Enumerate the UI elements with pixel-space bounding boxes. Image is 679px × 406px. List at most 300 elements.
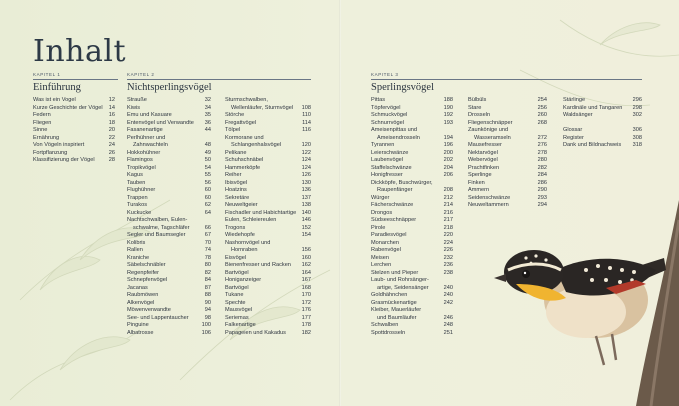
toc-entry-title: Eulen, Schleiereulen (225, 217, 277, 223)
toc-entry-page: 146 (301, 217, 311, 223)
toc-entry-page: 140 (301, 209, 311, 216)
toc-entry-title: und Baumläufer (377, 314, 417, 321)
toc-entry-title: Seidenschwänze (468, 194, 511, 201)
toc-entry-title: Hoatzins (225, 187, 247, 193)
toc-entry-title: Eisvögel (225, 254, 247, 261)
toc-entry-title: Tukane (225, 292, 244, 298)
toc-entry-page: 282 (537, 164, 547, 171)
toc-entry-title: Kleiber, Mauerläufer (371, 307, 422, 313)
toc-entry-page: 251 (443, 329, 453, 336)
toc-entry-page: 152 (301, 224, 311, 231)
toc-entry-page: 35 (204, 112, 211, 118)
toc-entry-page: 67 (204, 232, 211, 238)
toc-entry (371, 172, 453, 180)
toc-entry (371, 210, 453, 218)
toc-entry (371, 240, 453, 248)
toc-entry (225, 172, 311, 180)
chapter-title: Nichtsperlingsvögel (127, 82, 212, 93)
toc-entry (225, 127, 311, 135)
toc-entry-title: Kagus (127, 172, 143, 178)
toc-entry-page: 156 (301, 247, 311, 253)
toc-entry-page: 167 (301, 277, 311, 283)
toc-entry-page: 298 (632, 104, 642, 111)
toc-entry-title: Möwenverwandte (127, 307, 171, 313)
toc-entry-page: 178 (301, 322, 311, 328)
toc-entry (225, 270, 311, 278)
toc-entry-title: artige, Seidensänger (377, 284, 429, 291)
toc-entry (225, 150, 311, 158)
toc-entry-title: Dickköpfe, Buschwürger, (371, 179, 433, 186)
toc-entry-title: Trogons (225, 224, 246, 231)
toc-entry (371, 180, 453, 188)
toc-entry-page: 22 (108, 134, 115, 141)
toc-entry (225, 217, 311, 225)
toc-entry (225, 157, 311, 165)
toc-entry-title: Neuweltammern (468, 202, 509, 208)
toc-entry-title: Wiedehopfe (225, 232, 255, 238)
toc-entry (127, 292, 211, 300)
toc-entry-title: Sekretäre (225, 194, 250, 201)
toc-entry (371, 202, 453, 210)
toc-entry-title: Paradiesvögel (371, 232, 407, 238)
toc-entry (127, 285, 211, 293)
toc-entry-title: Drongos (371, 209, 393, 216)
toc-entry-page: 120 (301, 142, 311, 148)
toc-entry (468, 135, 547, 143)
toc-entry-title: Von Vögeln inspiriert (33, 142, 85, 148)
toc-entry-page: 296 (632, 97, 642, 103)
toc-entry-title: Flamingos (127, 157, 153, 163)
toc-entry (225, 255, 311, 263)
toc-entry-page: 100 (201, 322, 211, 328)
toc-entry-page: 214 (443, 202, 453, 208)
toc-entry-title: Fächerschwänze (371, 202, 414, 208)
toc-entry-page: 78 (204, 254, 211, 261)
toc-entry-title: Prachtfinken (468, 164, 500, 171)
toc-entry (33, 112, 115, 120)
toc-entry (371, 270, 453, 278)
toc-entry-page: 164 (301, 269, 311, 276)
chapter-title: Einführung (33, 82, 81, 93)
toc-entry-title: Zaunkönige und (468, 127, 509, 133)
toc-entry-page: 48 (204, 142, 211, 148)
toc-entry-title: Pelikane (225, 149, 247, 156)
toc-entry (127, 255, 211, 263)
toc-entry (225, 247, 311, 255)
toc-column (371, 97, 453, 337)
toc-entry (127, 105, 211, 113)
toc-entry (33, 97, 115, 105)
toc-entry (371, 232, 453, 240)
toc-entry (371, 247, 453, 255)
toc-entry (468, 165, 547, 173)
toc-entry (468, 150, 547, 158)
toc-entry-title: Federn (33, 112, 51, 118)
toc-entry-title: Webervögel (468, 157, 498, 163)
toc-entry (371, 157, 453, 165)
toc-entry-page: 246 (443, 314, 453, 321)
toc-entry-title: Zahnwachteln (133, 142, 168, 148)
toc-entry-page: 12 (108, 97, 115, 103)
toc-column (33, 97, 115, 165)
toc-entry (127, 330, 211, 338)
toc-entry-page: 62 (204, 202, 211, 208)
toc-entry-page: 208 (443, 187, 453, 193)
toc-entry (225, 120, 311, 128)
toc-entry-title: Störche (225, 112, 245, 118)
toc-entry-page: 124 (301, 164, 311, 171)
toc-entry-page: 56 (204, 179, 211, 186)
toc-entry-page: 34 (204, 104, 211, 111)
toc-entry-title: Schlangenhalsvögel (231, 142, 282, 148)
toc-entry (127, 172, 211, 180)
toc-entry-page: 55 (204, 172, 211, 178)
toc-entry-page: 217 (443, 217, 453, 223)
toc-entry-title: Honiganzeiger (225, 277, 262, 283)
toc-entry-title: Säbelschnäbler (127, 262, 166, 268)
toc-entry-title: Jacanas (127, 284, 148, 291)
toc-entry (371, 135, 453, 143)
toc-entry (33, 120, 115, 128)
toc-entry-title: Kuckucke (127, 209, 152, 216)
toc-entry (127, 300, 211, 308)
toc-entry (225, 210, 311, 218)
toc-entry-title: Raupenfänger (377, 187, 413, 193)
toc-entry-title: Stelzen und Pieper (371, 269, 419, 276)
toc-entry-page: 302 (632, 112, 642, 118)
toc-entry-page: 192 (443, 112, 453, 118)
toc-entry-page: 238 (443, 269, 453, 276)
toc-entry-title: Register (563, 134, 584, 141)
toc-entry (127, 217, 211, 225)
toc-entry-page: 114 (302, 119, 311, 126)
toc-entry-page: 110 (302, 112, 311, 118)
toc-entry-page: 154 (301, 232, 311, 238)
toc-entry-title: Klassifizierung der Vögel (33, 157, 95, 163)
toc-entry-page: 28 (108, 157, 115, 163)
toc-entry (33, 135, 115, 143)
toc-entry-title: Fortpflanzung (33, 149, 68, 156)
toc-entry (225, 142, 311, 150)
toc-entry-title: Fliegen (33, 119, 52, 126)
toc-entry-page: 168 (301, 284, 311, 291)
toc-entry-title: Alkenvögel (127, 299, 155, 306)
toc-entry-title: Glossar (563, 127, 583, 133)
toc-entry (563, 135, 642, 143)
toc-entry-title: Drosseln (468, 112, 491, 118)
toc-entry-page: 194 (443, 134, 453, 141)
toc-entry-title: Staffelschwänze (371, 164, 412, 171)
toc-entry-title: Kurze Geschichte der Vögel (33, 104, 103, 111)
toc-entry-page: 64 (204, 209, 211, 216)
toc-entry (225, 315, 311, 323)
toc-entry-title: Goldhähnchen (371, 292, 408, 298)
toc-entry (225, 262, 311, 270)
toc-entry-title: Bülbüls (468, 97, 487, 103)
toc-entry-title: Südseeschnäpper (371, 217, 417, 223)
toc-entry (563, 120, 642, 128)
toc-entry-page: 220 (443, 232, 453, 238)
toc-entry-page: 124 (301, 157, 311, 163)
toc-column (225, 97, 311, 337)
toc-entry-page: 224 (443, 239, 453, 246)
toc-entry (371, 187, 453, 195)
toc-entry (468, 97, 547, 105)
toc-entry-page: 240 (443, 284, 453, 291)
toc-entry-page: 162 (301, 262, 311, 268)
toc-entry-page: 88 (204, 292, 211, 298)
toc-entry-page: 170 (301, 292, 311, 298)
toc-entry-page: 14 (108, 104, 115, 111)
toc-entry (127, 307, 211, 315)
toc-column (127, 97, 211, 337)
toc-entry-page: 70 (204, 239, 211, 246)
toc-entry-page: 294 (537, 202, 547, 208)
toc-entry-page: 254 (537, 97, 547, 103)
toc-entry-title: Mausvögel (225, 307, 253, 313)
toc-entry-page: 216 (443, 209, 453, 216)
toc-entry-title: Kraniche (127, 254, 150, 261)
toc-entry-page: 80 (204, 262, 211, 268)
toc-entry-page: 306 (632, 127, 642, 133)
toc-entry-page: 24 (108, 142, 115, 148)
toc-entry-title: Pinguine (127, 322, 149, 328)
toc-entry-title: Grasmückenartige (371, 299, 417, 306)
toc-entry-page: 130 (301, 179, 311, 186)
toc-entry (468, 180, 547, 188)
toc-entry-title: Hokkohühner (127, 149, 161, 156)
toc-entry-title: Töpfervögel (371, 104, 401, 111)
toc-entry-page: 318 (632, 142, 642, 148)
toc-entry (371, 217, 453, 225)
toc-entry-page: 172 (301, 299, 311, 306)
toc-entry-title: Pittas (371, 97, 385, 103)
toc-entry (127, 97, 211, 105)
toc-entry-page: 240 (443, 292, 453, 298)
toc-entry (468, 142, 547, 150)
toc-entry (33, 142, 115, 150)
toc-entry-title: Kardinäle und Tangaren (563, 104, 623, 111)
toc-entry-page: 290 (537, 187, 547, 193)
toc-entry-title: Tauben (127, 179, 146, 186)
toc-entry (371, 322, 453, 330)
page-title: Inhalt (33, 34, 127, 69)
toc-entry (127, 120, 211, 128)
toc-entry (371, 165, 453, 173)
book-spine (339, 0, 341, 406)
toc-entry-title: Trappen (127, 194, 148, 201)
toc-entry (225, 165, 311, 173)
toc-entry-page: 308 (632, 134, 642, 141)
toc-entry (127, 315, 211, 323)
toc-entry-title: Ernährung (33, 134, 60, 141)
chapter-title: Sperlingsvögel (371, 82, 434, 93)
toc-entry-title: Hornraben (231, 247, 258, 253)
toc-entry-title: Emu und Kasuare (127, 112, 172, 118)
toc-entry (371, 142, 453, 150)
toc-entry (563, 142, 642, 150)
toc-entry-page: 66 (204, 224, 211, 231)
toc-entry (127, 322, 211, 330)
toc-entry (127, 157, 211, 165)
toc-entry-page: 49 (204, 149, 211, 156)
toc-entry-page: 206 (443, 172, 453, 178)
toc-entry-title: Nashornvögel und (225, 239, 271, 246)
toc-entry-page: 90 (204, 299, 211, 306)
toc-entry-title: Schmuckvögel (371, 112, 408, 118)
toc-entry-title: Tropikvögel (127, 164, 156, 171)
toc-entry-title: Nachtschwalben, Eulen- (127, 217, 188, 223)
toc-entry-page: 204 (443, 164, 453, 171)
toc-entry-title: Bienenfresser und Racken (225, 262, 291, 268)
toc-entry (127, 270, 211, 278)
toc-entry (225, 180, 311, 188)
toc-entry (127, 127, 211, 135)
chapter-3-header (371, 72, 642, 98)
toc-entry (371, 195, 453, 203)
toc-entry-title: Ibisvögel (225, 179, 248, 186)
toc-entry-page: 226 (443, 247, 453, 253)
toc-entry-page: 236 (443, 262, 453, 268)
toc-entry-page: 160 (301, 254, 311, 261)
toc-entry (563, 105, 642, 113)
toc-entry-title: Strauße (127, 97, 147, 103)
toc-entry-title: Spottdrosseln (371, 329, 406, 336)
toc-entry (371, 330, 453, 338)
toc-entry (225, 240, 311, 248)
toc-entry-title: Tyrannen (371, 142, 395, 148)
toc-entry-title: Rallen (127, 247, 143, 253)
toc-entry-title: See- und Lappentaucher (127, 314, 189, 321)
toc-entry (468, 157, 547, 165)
toc-entry-page: 32 (204, 97, 211, 103)
toc-entry (225, 300, 311, 308)
toc-entry-page: 60 (204, 194, 211, 201)
toc-entry-page: 116 (302, 127, 311, 133)
toc-entry (127, 202, 211, 210)
toc-entry (371, 277, 453, 285)
toc-entry (468, 112, 547, 120)
chapter-label: KAPITEL 1 (33, 72, 118, 80)
toc-entry-title: Kormorane und (225, 134, 264, 141)
toc-entry-title: Wellenläufer, Sturmvögel (231, 104, 294, 111)
toc-entry-page: 122 (301, 149, 311, 156)
toc-entry-title: Flughühner (127, 187, 156, 193)
toc-entry-page: 108 (301, 104, 311, 111)
toc-entry (563, 97, 642, 105)
toc-entry-title: Neuweltgeier (225, 202, 258, 208)
toc-entry (127, 210, 211, 218)
toc-entry-title: Ameisendrosseln (377, 134, 420, 141)
toc-entry-page: 284 (537, 172, 547, 178)
toc-entry-title: Sinne (33, 127, 48, 133)
toc-entry-page: 177 (301, 314, 311, 321)
toc-entry-page: 202 (443, 157, 453, 163)
toc-entry (127, 262, 211, 270)
toc-entry-page: 200 (443, 149, 453, 156)
toc-entry (371, 225, 453, 233)
toc-entry-page: 212 (443, 194, 453, 201)
toc-entry-title: Sturmschwalben, (225, 97, 268, 103)
toc-entry-page: 84 (204, 277, 211, 283)
toc-entry (225, 330, 311, 338)
chapter-label: KAPITEL 3 (371, 72, 642, 80)
toc-entry-title: Ameisenpittas und (371, 127, 418, 133)
chapter-2-header (127, 72, 311, 98)
toc-entry (127, 165, 211, 173)
toc-entry (468, 187, 547, 195)
toc-entry-page: 196 (443, 142, 453, 148)
toc-entry-title: Kiwis (127, 104, 141, 111)
toc-entry (225, 307, 311, 315)
toc-entry-page: 138 (301, 202, 311, 208)
toc-entry-title: Honigfresser (371, 172, 403, 178)
toc-entry-title: Falkenartige (225, 322, 256, 328)
toc-entry-title: Hammerköpfe (225, 164, 261, 171)
toc-entry-title: Kolibris (127, 239, 146, 246)
toc-entry-page: 193 (443, 119, 453, 126)
toc-entry-title: Seriemas (225, 314, 249, 321)
toc-entry-page: 176 (301, 307, 311, 313)
toc-entry-page: 268 (537, 119, 547, 126)
toc-entry (127, 225, 211, 233)
toc-entry-title: Waldsänger (563, 112, 593, 118)
toc-entry-title: Rabenvögel (371, 247, 401, 253)
toc-entry-page: 74 (204, 247, 211, 253)
toc-entry-title: Leierschwänze (371, 149, 409, 156)
toc-entry-title: Fregattvögel (225, 119, 257, 126)
toc-entry (563, 112, 642, 120)
toc-entry-title: Bartvögel (225, 269, 249, 276)
toc-entry-page: 242 (443, 299, 453, 306)
toc-entry-title: Würger (371, 194, 390, 201)
toc-entry-title: Spechte (225, 299, 246, 306)
toc-entry-title: Reiher (225, 172, 242, 178)
toc-entry (225, 285, 311, 293)
toc-entry-title: Fischadler und Habichtartige (225, 209, 297, 216)
toc-entry (371, 292, 453, 300)
toc-entry-page: 126 (301, 172, 311, 178)
toc-entry-page: 26 (108, 149, 115, 156)
toc-entry-page: 232 (443, 254, 453, 261)
toc-entry-title: Was ist ein Vogel (33, 97, 76, 103)
toc-entry (127, 277, 211, 285)
toc-entry-title: Lerchen (371, 262, 392, 268)
toc-entry-title: Nektarvögel (468, 149, 498, 156)
toc-entry-page: 60 (204, 187, 211, 193)
toc-entry (225, 112, 311, 120)
toc-entry-page: 16 (108, 112, 115, 118)
toc-entry-page: 20 (108, 127, 115, 133)
toc-entry-page: 87 (204, 284, 211, 291)
toc-entry-title: Schuhschnäbel (225, 157, 264, 163)
toc-entry (225, 292, 311, 300)
toc-entry-page: 260 (537, 112, 547, 118)
toc-entry-page: 188 (443, 97, 453, 103)
toc-entry-title: Dank und Bildnachweis (563, 142, 622, 148)
toc-entry-page: 182 (301, 329, 311, 336)
toc-entry-page: 50 (204, 157, 211, 163)
toc-entry (371, 262, 453, 270)
toc-entry-title: Stare (468, 104, 482, 111)
toc-entry-page: 54 (204, 164, 211, 171)
toc-entry (371, 255, 453, 263)
toc-entry-page: 218 (443, 224, 453, 231)
toc-entry (225, 97, 311, 105)
toc-entry-page: 276 (537, 142, 547, 148)
toc-entry (371, 300, 453, 308)
toc-entry (127, 187, 211, 195)
